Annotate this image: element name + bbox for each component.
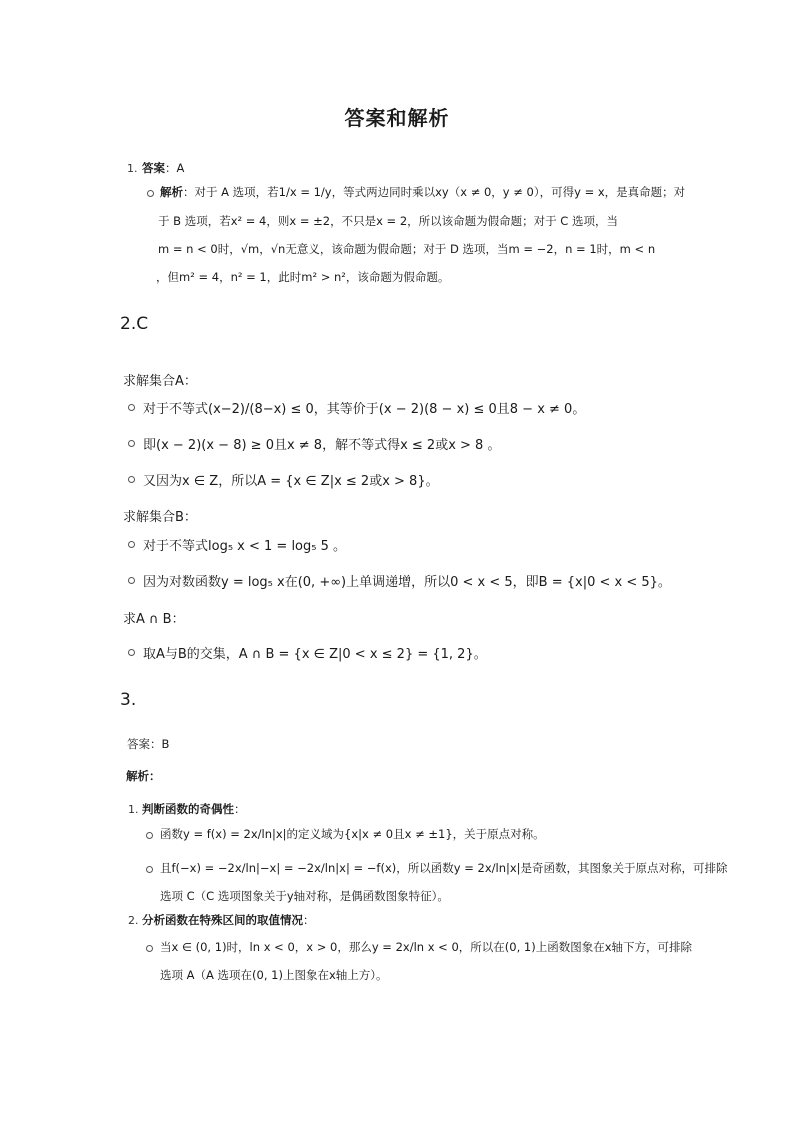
bullet-icon (146, 832, 153, 839)
bullet-icon (128, 440, 135, 447)
q2-heading: 2.C (120, 314, 149, 334)
q3-s1-item-2-line-2: 选项 C（C 选项图象关于y轴对称，是偶函数图象特征）。 (160, 889, 449, 903)
q3-s1-item-2-line-1: 且f(−x) = −2x/ln|−x| = −2x/ln|x| = −f(x)，所以函数y = 2x/ln|x|是奇函数，其图象关于原点对称，可排除 (160, 861, 728, 875)
bullet-icon (128, 577, 135, 584)
q1-analysis-line-3: m = n < 0时，√m，√n无意义，该命题为假命题；对于 D 选项，当m = −2，n = 1时，m < n (158, 242, 656, 256)
q1-analysis-line-4: ，但m² = 4，n² = 1，此时m² > n²，该命题为假命题。 (156, 270, 450, 284)
q2-intersection-item-1: 取A与B的交集，A ∩ B = {x ∈ Z|0 < x ≤ 2} = {1, 2}。 (143, 647, 487, 662)
q2-setB-title: 求解集合B： (123, 510, 197, 525)
q1-analysis-label: 解析 (160, 185, 183, 199)
q1-answer-value: A (176, 161, 185, 175)
bullet-icon (146, 866, 153, 873)
q3-s1-item-1: 函数y = f(x) = 2x/ln|x|的定义域为{x|x ≠ 0且x ≠ ±1}，关于原点对称。 (160, 827, 545, 841)
bullet-icon (128, 476, 135, 483)
q2-setB-item-1: 对于不等式log₅ x < 1 = log₅ 5 。 (143, 539, 347, 554)
bullet-icon (128, 649, 135, 656)
bullet-icon (128, 404, 135, 411)
q3-section-1-title: 判断函数的奇偶性： (142, 802, 246, 816)
q3-section-2-number: 2. (128, 914, 139, 927)
q1-analysis-line-1: 解析：对于 A 选项，若1/x = 1/y，等式两边同时乘以xy（x ≠ 0，y ≠ 0），可得y = x，是真命题；对 (160, 185, 686, 199)
bullet-icon (147, 190, 154, 197)
q3-section-1-number: 1. (128, 803, 139, 816)
q2-setA-title: 求解集合A： (123, 374, 197, 389)
q2-setA-item-2: 即(x − 2)(x − 8) ≥ 0且x ≠ 8，解不等式得x ≤ 2或x > 8 。 (143, 438, 501, 453)
q2-setA-item-1: 对于不等式(x−2)/(8−x) ≤ 0，其等价于(x − 2)(8 − x) ≤ 0且8 − x ≠ 0。 (143, 402, 586, 417)
q1-answer: 答案：A (142, 161, 185, 175)
q2-setA-item-3: 又因为x ∈ Z，所以A = {x ∈ Z|x ≤ 2或x > 8}。 (143, 474, 439, 489)
q1-analysis-line-2: 于 B 选项，若x² = 4，则x = ±2，不只是x = 2，所以该命题为假命题；对于 C 选项，当 (158, 214, 618, 228)
q2-setB-item-2: 因为对数函数y = log₅ x在(0, +∞)上单调递增，所以0 < x < 5，即B = {x|0 < x < 5}。 (143, 575, 671, 590)
bullet-icon (128, 541, 135, 548)
q3-section-2-title: 分析函数在特殊区间的取值情况： (142, 913, 315, 927)
q3-analysis-label: 解析： (126, 769, 161, 783)
q3-heading: 3. (120, 690, 137, 710)
page-title: 答案和解析 (344, 106, 450, 130)
q3-answer: 答案：B (127, 737, 170, 751)
q1-answer-label: 答案 (142, 161, 165, 175)
q2-intersection-title: 求A ∩ B： (123, 612, 185, 627)
bullet-icon (146, 945, 153, 952)
q3-s2-item-1-line-2: 选项 A（A 选项在(0, 1)上图象在x轴上方）。 (160, 968, 388, 982)
q1-number: 1. (127, 162, 138, 175)
q3-s2-item-1-line-1: 当x ∈ (0, 1)时，ln x < 0，x > 0，那么y = 2x/ln x < 0，所以在(0, 1)上函数图象在x轴下方，可排除 (160, 940, 693, 954)
